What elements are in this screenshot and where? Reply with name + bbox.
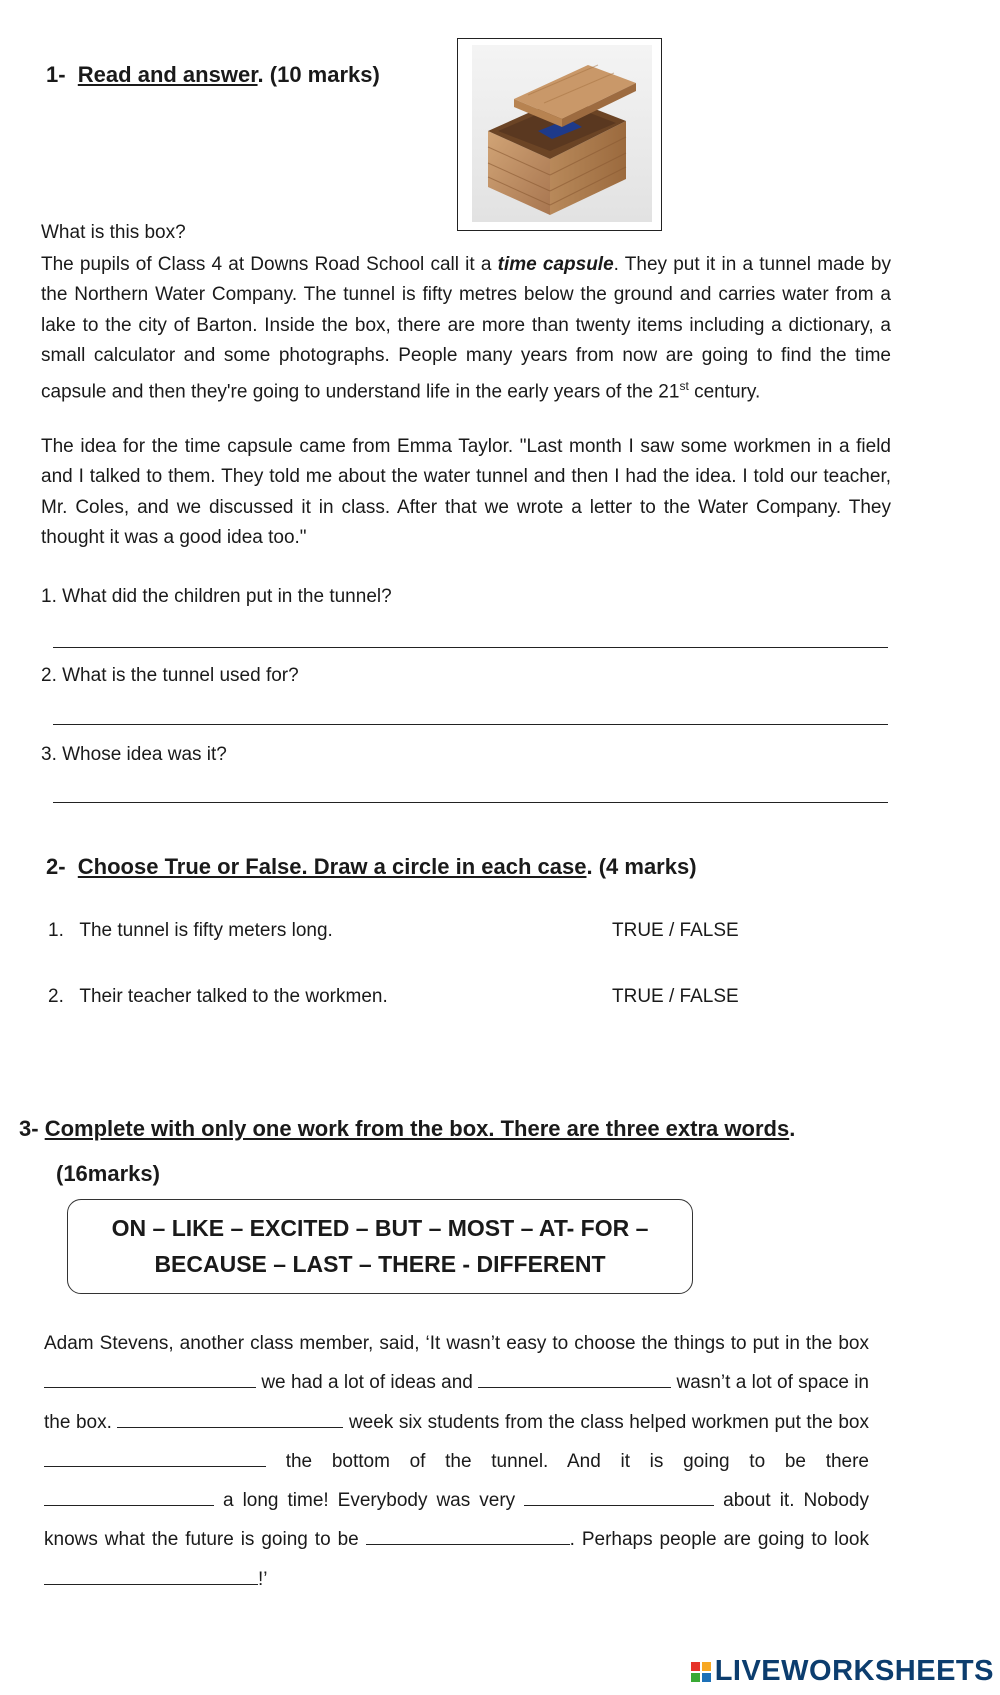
tf-num: 2. — [48, 986, 64, 1007]
section3-title: Complete with only one work from the box. There are three extra words — [44, 1116, 790, 1141]
tf-item-1 — [48, 920, 333, 942]
reading-paragraph-2: The idea for the time capsule came from Emma Taylor. "Last month I saw some workmen in a field and I talked to them. They told me about the water tunnel and then I had the idea. I told our teacher, Mr. Coles, and we discussed it in class. After that we wrote a letter to the Water Company. They thought it was a good idea too." — [41, 436, 891, 548]
reading-paragraph-1 — [41, 250, 891, 408]
section2-number: 2- — [46, 854, 66, 879]
question-2: 2. What is the tunnel used for? — [41, 665, 299, 686]
gap-text-part: . Perhaps people are going to look — [569, 1529, 869, 1551]
section1-number: 1- — [46, 62, 66, 87]
gap-blank-7[interactable] — [366, 1526, 570, 1545]
tf-statement: The tunnel is fifty meters long. — [79, 920, 333, 941]
section3-number: 3- — [19, 1116, 39, 1141]
section2-marks: . (4 marks) — [586, 854, 697, 879]
tf-choice-1[interactable]: TRUE / FALSE — [612, 920, 739, 941]
gap-fill-text — [44, 1324, 869, 1599]
gap-text-part: about it. Nobody knows what the future is going to be — [44, 1490, 869, 1551]
wooden-box-photo — [457, 38, 662, 231]
section1-title: Read and answer — [77, 62, 258, 87]
gap-text-part: wasn’t a lot of space in the box. — [44, 1372, 870, 1433]
section1-heading — [46, 62, 380, 88]
tf-choice-2[interactable]: TRUE / FALSE — [612, 986, 739, 1007]
para1-after: . They put it in a tunnel made by the Northern Water Company. The tunnel is fifty metres below the ground and carries water from a lake to the city of Barton. Inside the box, there are more than twenty items including a dictionary, a small calculator and some photographs. People many years from now are going to find the time capsule and then they're going to understand life in the early years of the 21 — [41, 254, 891, 403]
intro-question: What is this box? — [41, 222, 186, 243]
gap-text-part: we had a lot of ideas and — [256, 1372, 479, 1394]
word-box-line-1: ON – LIKE – EXCITED – BUT – MOST – AT- FOR – — [111, 1215, 649, 1241]
gap-blank-2[interactable] — [478, 1369, 671, 1388]
answer-line-1[interactable] — [53, 647, 888, 648]
para1-sup: st — [679, 379, 689, 394]
word-box — [67, 1199, 693, 1294]
section3-heading — [19, 1116, 795, 1142]
gap-blank-6[interactable] — [524, 1487, 714, 1506]
gap-text-part: a long time! Everybody was very — [214, 1490, 525, 1512]
question-1: 1. What did the children put in the tunnel? — [41, 586, 392, 607]
tf-num: 1. — [48, 920, 64, 941]
tf-statement: Their teacher talked to the workmen. — [79, 986, 388, 1007]
section2-title: Choose True or False. Draw a circle in each case — [77, 854, 587, 879]
question-3: 3. Whose idea was it? — [41, 744, 227, 765]
logo-text: LIVEWORKSHEETS — [714, 1655, 994, 1687]
gap-blank-8[interactable] — [44, 1566, 258, 1585]
wooden-box-icon — [458, 39, 660, 229]
section1-marks: . (10 marks) — [257, 62, 380, 87]
gap-blank-5[interactable] — [44, 1487, 214, 1506]
para1-before: The pupils of Class 4 at Downs Road School call it a — [41, 254, 498, 275]
liveworksheets-logo[interactable] — [691, 1655, 994, 1688]
section2-heading — [46, 854, 697, 880]
gap-blank-1[interactable] — [44, 1369, 256, 1388]
gap-blank-4[interactable] — [44, 1448, 266, 1467]
liveworksheets-mark-icon — [691, 1662, 711, 1682]
gap-blank-3[interactable] — [117, 1409, 343, 1428]
tf-item-2 — [48, 986, 388, 1008]
para1-end: century. — [688, 381, 761, 403]
gap-text-part: Adam Stevens, another class member, said, ‘It wasn’t easy to choose the things to put in the box — [44, 1333, 869, 1354]
section3-marks: (16marks) — [56, 1161, 160, 1186]
answer-line-3[interactable] — [53, 802, 888, 803]
gap-text-part: week six students from the class helped workmen put the box — [343, 1411, 869, 1433]
gap-text-part: the bottom of the tunnel. And it is going to be there — [266, 1450, 869, 1472]
section3-title-end: . — [789, 1116, 796, 1141]
answer-line-2[interactable] — [53, 724, 888, 725]
gap-text-part: !’ — [258, 1568, 268, 1590]
para1-emphasis: time capsule — [497, 254, 614, 275]
word-box-line-2: BECAUSE – LAST – THERE - DIFFERENT — [154, 1251, 606, 1277]
